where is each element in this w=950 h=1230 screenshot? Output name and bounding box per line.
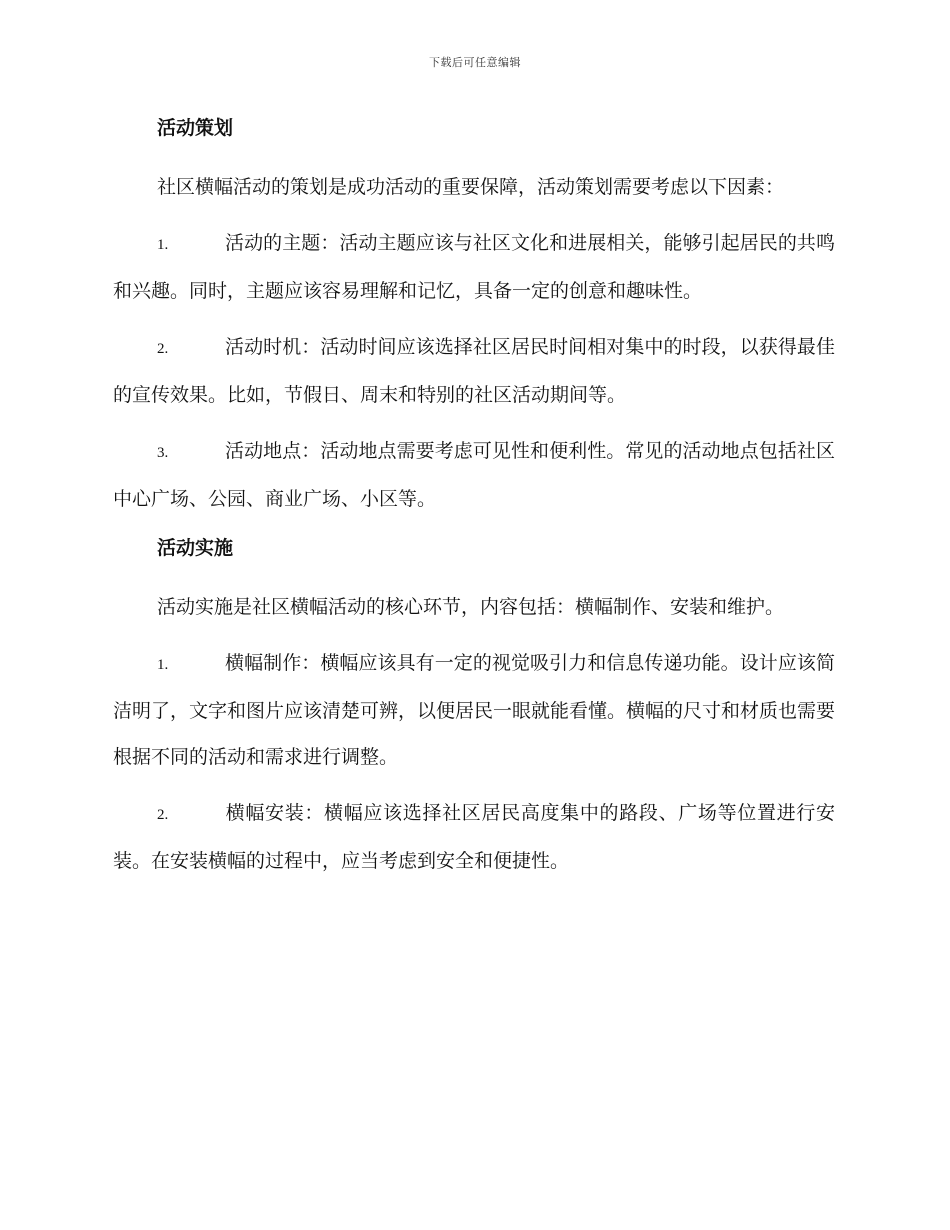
list-number: 3.: [157, 445, 169, 461]
list-item: [113, 324, 835, 418]
section-heading: 活动策划: [157, 117, 234, 139]
document-body: [113, 112, 835, 894]
list-item-text: 横幅安装：横幅应该选择社区居民高度集中的路段、广场等位置进行安装。在安装横幅的过程中，应当考虑到安全和便捷性。: [113, 802, 835, 872]
page-header: 下载后可任意编辑: [429, 56, 521, 69]
list-item-text: 横幅制作：横幅应该具有一定的视觉吸引力和信息传递功能。设计应该简洁明了，文字和图片应该清楚可辨，以便居民一眼就能看懂。横幅的尺寸和材质也需要根据不同的活动和需求进行调整。: [113, 652, 836, 768]
section-implementation: [113, 532, 835, 884]
list-number: 1.: [157, 237, 169, 253]
list-item: [113, 640, 835, 780]
list-item-text: 活动的主题：活动主题应该与社区文化和进展相关，能够引起居民的共鸣和兴趣。同时，主题应该容易理解和记忆，具备一定的创意和趣味性。: [113, 232, 835, 302]
list-number: 2.: [157, 341, 169, 357]
list-item: [113, 428, 835, 522]
section-planning: [113, 112, 835, 522]
list-item-text: 活动地点：活动地点需要考虑可见性和便利性。常见的活动地点包括社区中心广场、公园、商业广场、小区等。: [113, 440, 835, 510]
section-heading: 活动实施: [157, 537, 234, 559]
section-intro: 活动实施是社区横幅活动的核心环节，内容包括：横幅制作、安装和维护。: [157, 596, 785, 618]
list-item: [113, 790, 835, 884]
list-item: [113, 220, 835, 314]
list-number: 2.: [157, 807, 169, 823]
section-intro: 社区横幅活动的策划是成功活动的重要保障，活动策划需要考虑以下因素：: [157, 176, 785, 198]
list-item-text: 活动时机：活动时间应该选择社区居民时间相对集中的时段，以获得最佳的宣传效果。比如，节假日、周末和特别的社区活动期间等。: [113, 336, 835, 406]
list-number: 1.: [157, 657, 169, 673]
